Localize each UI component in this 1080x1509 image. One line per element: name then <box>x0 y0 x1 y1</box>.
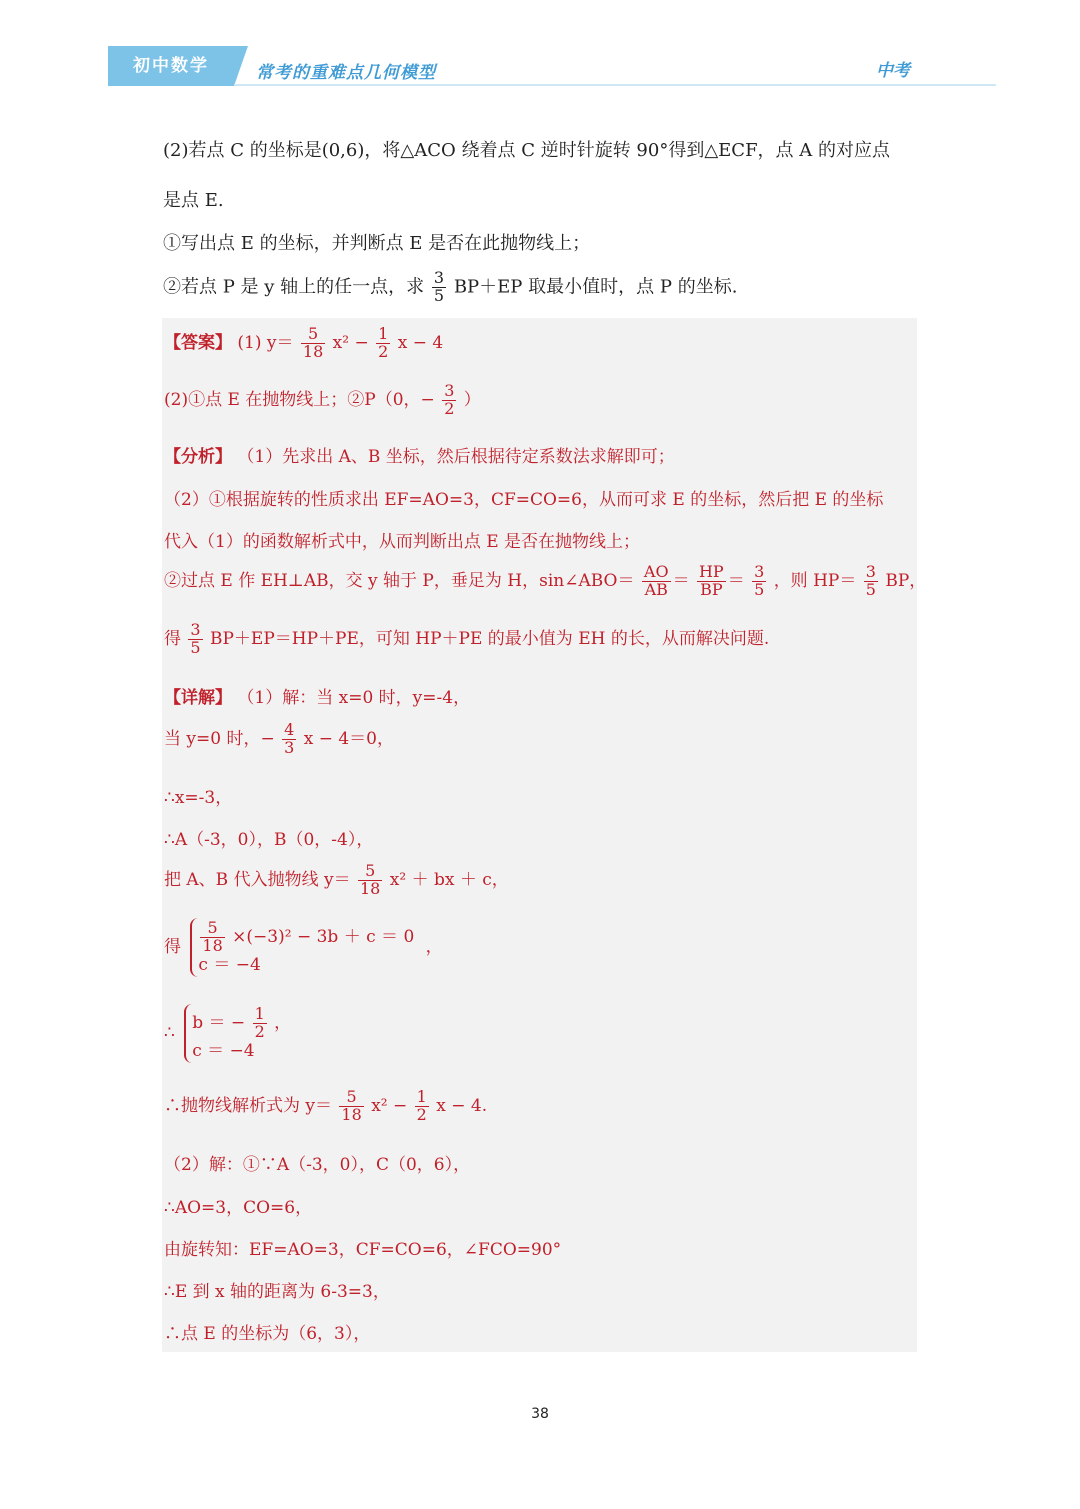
equation-system <box>184 1004 297 1063</box>
fraction: $\frac{3}{5}$ <box>865 562 876 599</box>
header-title: 常考的重难点几何模型 <box>256 63 436 83</box>
question-line-4-start: ②若点 P 是 y 轴上的任一点，求 <box>163 276 425 298</box>
question-line-3: ①写出点 E 的坐标，并判断点 E 是否在此抛物线上； <box>163 233 591 254</box>
answer-1-prefix: (1) y＝ <box>237 332 294 353</box>
fraction: $\frac{AO}{AB}$ <box>643 562 669 599</box>
answer-2-end: ） <box>463 389 481 410</box>
fraction: $\frac{1}{2}$ <box>416 1087 427 1124</box>
fraction: $\frac{3}{5}$ <box>433 268 445 305</box>
page-header <box>0 0 1080 100</box>
detail-line-4: ∴A（-3，0），B（0，-4）， <box>164 830 374 850</box>
analysis-line-3: 代入（1）的函数解析式中，从而判断出点 E 是否在抛物线上； <box>164 532 641 552</box>
detail-line-2 <box>164 722 394 757</box>
page-number: 38 <box>531 1406 549 1422</box>
equation-row-1-prefix: b ＝ − <box>192 1012 246 1033</box>
detail-line-9: （2）解：①∵A（-3，0），C（0，6）， <box>164 1155 471 1175</box>
detail-label: 【详解】 <box>164 688 232 708</box>
fraction: $\frac{5}{18}$ <box>341 1087 362 1124</box>
equation-row-1-text: ×(−3)² − 3b ＋ c ＝ 0 <box>232 926 415 947</box>
header-divider <box>234 84 996 86</box>
analysis-4-mid: ，则 HP＝ <box>773 570 857 591</box>
equation-row-1-end: ， <box>274 1012 292 1033</box>
detail-6-end: ， <box>425 937 443 957</box>
detail-line-7 <box>164 1004 297 1063</box>
detail-7-prefix: ∴ <box>164 1023 175 1043</box>
answer-line-1 <box>164 326 443 361</box>
detail-line-13: ∴点 E 的坐标为（6，3）， <box>164 1324 371 1344</box>
answer-1-mid: x² − <box>332 332 369 353</box>
detail-line-10: ∴AO=3，CO=6， <box>164 1198 313 1218</box>
fraction: $\frac{5}{18}$ <box>202 918 223 955</box>
analysis-line-2: （2）①根据旋转的性质求出 EF=AO=3，CF=CO=6，从而可求 E 的坐标，然后把 E 的坐标 <box>164 490 884 510</box>
equation-row: c ＝ −4 <box>198 954 261 975</box>
detail-text-1: （1）解：当 x=0 时，y=-4， <box>237 688 471 708</box>
analysis-line-5 <box>164 622 769 657</box>
detail-6-prefix: 得 <box>164 937 181 957</box>
fraction: $\frac{5}{18}$ <box>302 324 324 361</box>
detail-line-1 <box>164 683 470 708</box>
header-right-label: 中考 <box>876 61 910 81</box>
analysis-4-end: BP， <box>885 570 927 591</box>
question-line-2: 是点 E. <box>163 190 224 211</box>
detail-5-end: x² ＋ bx ＋ c， <box>389 869 509 890</box>
fraction: $\frac{3}{5}$ <box>190 620 201 657</box>
answer-label: 【答案】 <box>164 332 232 353</box>
equation-row: c ＝ −4 <box>192 1040 255 1061</box>
equation-row <box>192 1006 291 1041</box>
fraction: $\frac{3}{5}$ <box>754 562 765 599</box>
analysis-5-prefix: 得 <box>164 628 181 649</box>
fraction: $\frac{3}{2}$ <box>444 381 455 418</box>
detail-8-mid: x² − <box>371 1095 408 1116</box>
answer-line-2 <box>164 383 481 418</box>
fraction: $\frac{1}{2}$ <box>378 324 389 361</box>
detail-8-prefix: ∴抛物线解析式为 y＝ <box>164 1095 333 1116</box>
detail-line-6 <box>164 918 443 977</box>
fraction: $\frac{5}{18}$ <box>360 861 381 898</box>
analysis-line-4: ②过点 E 作 EH⊥AB，交 y 轴于 P，垂足为 H，sin∠ABO＝ $\frac{AO}{AB}$ ＝ $\frac{HP}{BP}$ ＝ $\frac{3}{5}$ ，则 HP＝ $\frac{3}{5}$ BP， <box>164 562 927 599</box>
analysis-5-end: BP＋EP＝HP＋PE，可知 HP＋PE 的最小值为 EH 的长，从而解决问题. <box>210 628 770 649</box>
detail-8-end: x − 4. <box>436 1095 488 1116</box>
detail-line-12: ∴E 到 x 轴的距离为 6-3=3， <box>164 1282 390 1302</box>
analysis-text-1: （1）先求出 A、B 坐标，然后根据待定系数法求解即可； <box>237 447 675 467</box>
fraction: $\frac{1}{2}$ <box>254 1004 265 1041</box>
detail-line-8 <box>164 1089 487 1124</box>
fraction: $\frac{HP}{BP}$ <box>698 562 724 599</box>
question-line-4-end: BP＋EP 取最小值时，点 P 的坐标. <box>453 276 738 298</box>
detail-2-end: x − 4＝0， <box>303 728 394 749</box>
detail-2-prefix: 当 y=0 时，− <box>164 728 275 749</box>
detail-5-prefix: 把 A、B 代入抛物线 y＝ <box>164 869 351 890</box>
equation-system <box>190 918 420 977</box>
analysis-4-prefix: ②过点 E 作 EH⊥AB，交 y 轴于 P，垂足为 H，sin∠ABO＝ <box>164 570 635 591</box>
detail-line-5 <box>164 863 509 898</box>
analysis-label: 【分析】 <box>164 447 232 467</box>
question-line-1: (2)若点 C 的坐标是(0,6)，将△ACO 绕着点 C 逆时针旋转 90°得到△ECF，点 A 的对应点 <box>163 140 891 161</box>
equation-row <box>198 920 414 955</box>
subject-tag: 初中数学 <box>108 46 234 86</box>
fraction: $\frac{4}{3}$ <box>284 720 295 757</box>
answer-2-prefix: (2)①点 E 在抛物线上；②P（0，− <box>164 389 435 410</box>
answer-1-end: x − 4 <box>397 332 444 353</box>
question-line-4 <box>163 270 737 305</box>
analysis-line-1 <box>164 442 675 467</box>
detail-line-3: ∴x=-3， <box>164 788 233 808</box>
detail-line-11: 由旋转知：EF=AO=3，CF=CO=6，∠FCO=90° <box>164 1240 562 1260</box>
